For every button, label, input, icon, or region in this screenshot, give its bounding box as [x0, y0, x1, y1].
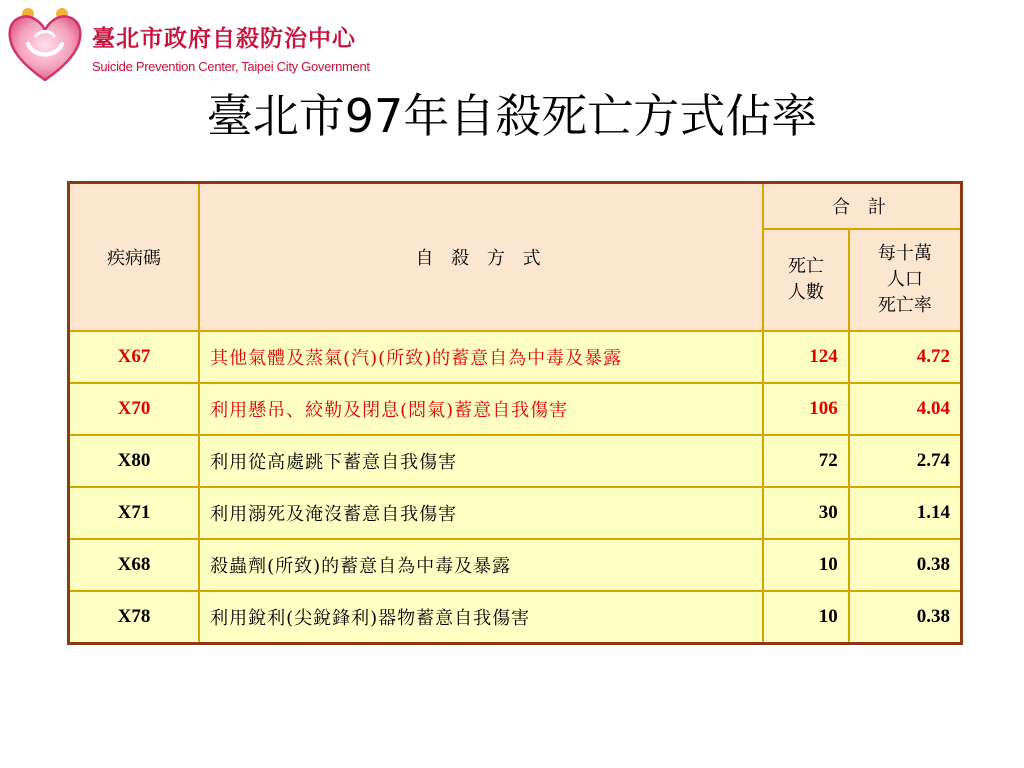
row-code: X67 — [69, 331, 200, 383]
row-method: 利用溺死及淹沒蓄意自我傷害 — [199, 487, 763, 539]
heart-logo-icon — [6, 4, 84, 84]
row-rate: 1.14 — [849, 487, 962, 539]
row-rate: 4.04 — [849, 383, 962, 435]
row-deaths: 72 — [763, 435, 849, 487]
row-deaths: 124 — [763, 331, 849, 383]
header-method: 自 殺 方 式 — [199, 183, 763, 332]
header-rate-line3: 死亡率 — [877, 295, 932, 316]
row-method: 其他氣體及蒸氣(汽)(所致)的蓄意自為中毒及暴露 — [199, 331, 763, 383]
row-code: X80 — [69, 435, 200, 487]
header-deaths-line1: 死亡 — [787, 256, 824, 277]
row-code: X78 — [69, 591, 200, 644]
header-rate-line2: 人口 — [886, 269, 923, 290]
row-code: X71 — [69, 487, 200, 539]
logo-subtitle: Suicide Prevention Center, Taipei City Government — [92, 59, 370, 74]
table-row — [69, 539, 962, 591]
header-deaths — [763, 229, 849, 331]
slide-title: 臺北市97年自殺死亡方式佔率 — [206, 89, 818, 143]
table-row — [69, 383, 962, 435]
row-method: 殺蟲劑(所致)的蓄意自為中毒及暴露 — [199, 539, 763, 591]
row-code: X68 — [69, 539, 200, 591]
row-deaths: 10 — [763, 539, 849, 591]
row-rate: 0.38 — [849, 539, 962, 591]
row-rate: 4.72 — [849, 331, 962, 383]
table-row — [69, 487, 962, 539]
logo-title: 臺北市政府自殺防治中心 — [92, 26, 356, 52]
header-code: 疾病碼 — [69, 183, 200, 332]
row-deaths: 30 — [763, 487, 849, 539]
row-method: 利用銳利(尖銳鋒利)器物蓄意自我傷害 — [199, 591, 763, 644]
header-rate — [849, 229, 962, 331]
suicide-method-table — [67, 181, 963, 645]
row-method: 利用從高處跳下蓄意自我傷害 — [199, 435, 763, 487]
row-deaths: 106 — [763, 383, 849, 435]
header-rate-line1: 每十萬 — [877, 243, 932, 264]
row-code: X70 — [69, 383, 200, 435]
table-row — [69, 591, 962, 644]
table-row — [69, 331, 962, 383]
row-rate: 0.38 — [849, 591, 962, 644]
header-deaths-line2: 人數 — [787, 282, 824, 303]
header-total: 合 計 — [763, 183, 962, 230]
logo — [6, 4, 426, 84]
table-row — [69, 435, 962, 487]
row-method: 利用懸吊、絞勒及閉息(悶氣)蓄意自我傷害 — [199, 383, 763, 435]
row-deaths: 10 — [763, 591, 849, 644]
row-rate: 2.74 — [849, 435, 962, 487]
